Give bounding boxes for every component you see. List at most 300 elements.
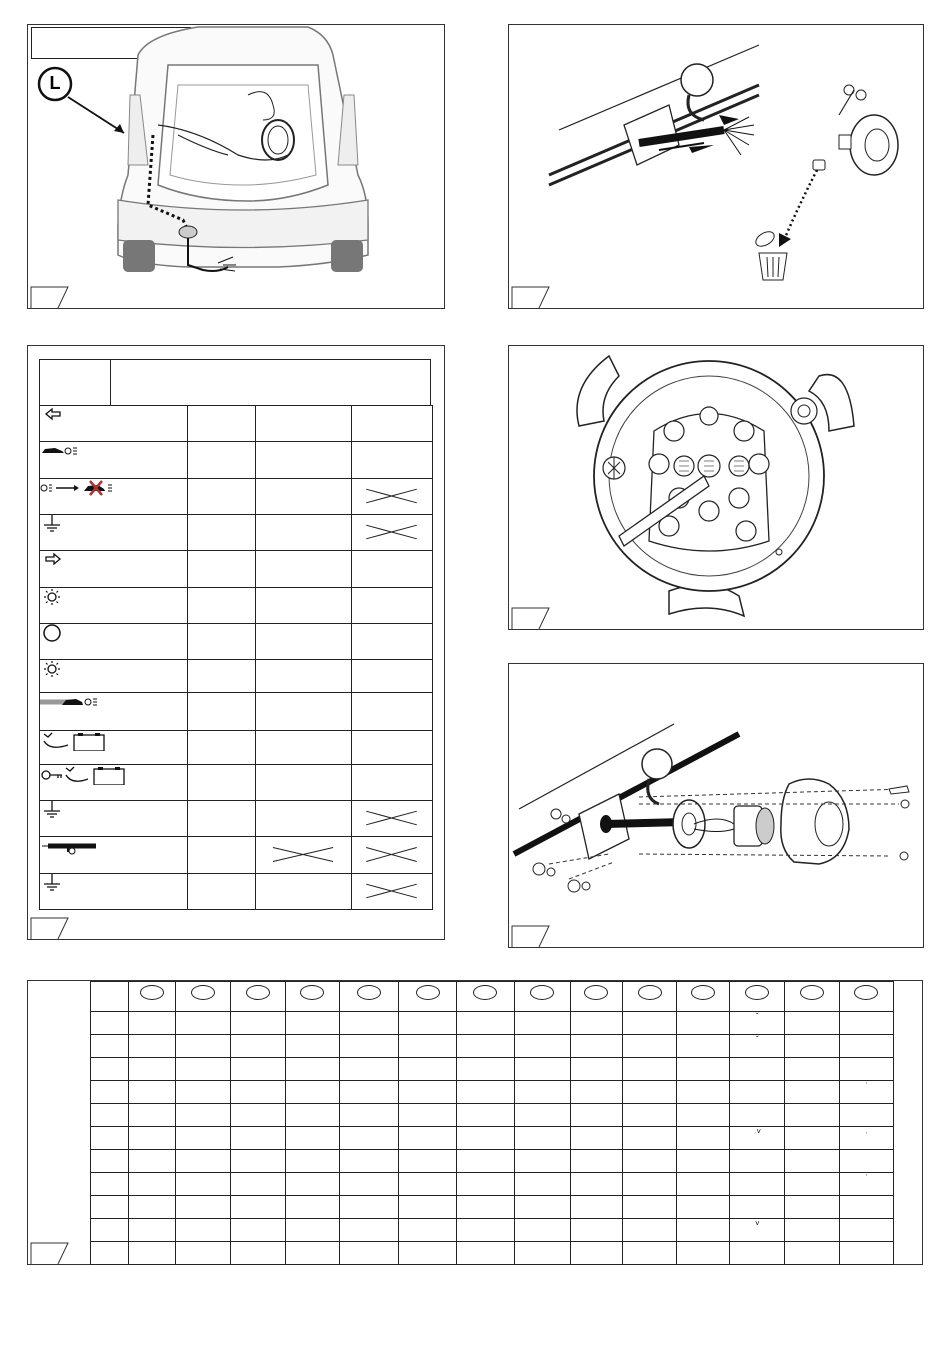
pin-table [39, 405, 433, 910]
grid-tick-mark: ˈ [865, 1081, 868, 1090]
grid-cell [622, 1081, 676, 1104]
pin-value-cell [256, 874, 352, 910]
grid-cell [785, 1219, 839, 1242]
cable-routing-illustration [509, 25, 925, 310]
pin-row [40, 693, 433, 731]
grid-cell [730, 1081, 785, 1104]
grid-cell [839, 1150, 893, 1173]
pin-value-cell [188, 406, 256, 442]
grid-header-row [91, 982, 894, 1012]
grid-cell [399, 1127, 457, 1150]
pin-value-cell [352, 801, 433, 837]
grid-cell [514, 1081, 570, 1104]
pin-value-cell [352, 693, 433, 731]
grid-cell [730, 1127, 785, 1150]
pin-value-cell [256, 479, 352, 515]
grid-cell [339, 1196, 398, 1219]
pin-assignment-panel [27, 345, 445, 940]
pin-value-cell [352, 660, 433, 693]
grid-cell [399, 1242, 457, 1265]
pin-value-cell [188, 874, 256, 910]
pin-table-header [39, 359, 431, 405]
grid-cell [514, 1196, 570, 1219]
pin-oval-icon [584, 985, 608, 1000]
pin-value-cell [352, 442, 433, 479]
pin-function-cell [40, 515, 188, 551]
pin-row [40, 442, 433, 479]
grid-header-cell [785, 982, 839, 1012]
pin-value-cell [352, 551, 433, 588]
grid-cell [839, 1127, 893, 1150]
grid-cell [677, 1242, 730, 1265]
grid-cell [785, 1150, 839, 1173]
grid-cell [91, 1104, 129, 1127]
pin-value-cell [256, 624, 352, 660]
grid-cell [176, 1081, 230, 1104]
cross-mark-icon [352, 874, 431, 908]
brake-light-icon [40, 588, 66, 608]
grid-cell [176, 1196, 230, 1219]
grid-cell [839, 1081, 893, 1104]
grid-cell [339, 1242, 398, 1265]
grid-row [91, 1150, 894, 1173]
pin-value-cell [352, 479, 433, 515]
pin-oval-icon [691, 985, 715, 1000]
grid-cell [129, 1150, 176, 1173]
grid-header-cell [230, 982, 285, 1012]
pin-value-cell [256, 731, 352, 765]
grid-cell [570, 1127, 622, 1150]
grid-cell [285, 1196, 339, 1219]
grid-cell [514, 1012, 570, 1035]
grid-cell [730, 1219, 785, 1242]
grid-cell [570, 1035, 622, 1058]
pin-value-cell [256, 442, 352, 479]
pin-oval-icon [140, 985, 164, 1000]
grid-cell [399, 1219, 457, 1242]
cross-mark-icon [352, 801, 431, 835]
grid-cell [677, 1081, 730, 1104]
grid-cell [514, 1219, 570, 1242]
grid-cell [285, 1035, 339, 1058]
socket-assembly-illustration [509, 664, 925, 949]
pin-value-cell [188, 693, 256, 731]
grid-cell [339, 1035, 398, 1058]
grid-cell [514, 1173, 570, 1196]
grid-cell [785, 1196, 839, 1219]
pin-value-cell [188, 515, 256, 551]
grid-cell [176, 1219, 230, 1242]
grid-row [91, 1012, 894, 1035]
pin-row [40, 406, 433, 442]
grid-cell [677, 1150, 730, 1173]
grid-cell [176, 1012, 230, 1035]
grid-cell [677, 1058, 730, 1081]
pin-function-cell [40, 693, 188, 731]
pin-value-cell [188, 479, 256, 515]
key-battery-icon [40, 765, 126, 785]
pin-value-cell [352, 515, 433, 551]
grid-cell [399, 1058, 457, 1081]
pin-oval-icon [416, 985, 440, 1000]
grid-cell [570, 1173, 622, 1196]
grid-cell [339, 1058, 398, 1081]
pin-value-cell [352, 624, 433, 660]
pin-row [40, 515, 433, 551]
grid-cell [230, 1012, 285, 1035]
pin-value-cell [188, 801, 256, 837]
pin-value-cell [188, 442, 256, 479]
grid-header-cell [339, 982, 398, 1012]
battery-permanent-icon [40, 731, 106, 751]
pin-row [40, 551, 433, 588]
grid-cell [570, 1242, 622, 1265]
grid-row [91, 1242, 894, 1265]
grid-cell [514, 1035, 570, 1058]
grid-cell [129, 1219, 176, 1242]
pin-value-cell [352, 874, 433, 910]
pin-row [40, 731, 433, 765]
grid-header-cell [457, 982, 514, 1012]
grid-cell [91, 1173, 129, 1196]
pin-function-cell [40, 588, 188, 624]
pin-row [40, 874, 433, 910]
grid-header-cell [677, 982, 730, 1012]
grid-cell [622, 1104, 676, 1127]
grid-cell [622, 1058, 676, 1081]
pin-oval-icon [357, 985, 381, 1000]
grid-cell [785, 1104, 839, 1127]
grid-cell [285, 1173, 339, 1196]
socket-front-panel [508, 345, 924, 630]
ground-icon [40, 874, 66, 894]
grid-cell [176, 1173, 230, 1196]
pin-value-cell [256, 406, 352, 442]
callout-letter: L [49, 73, 61, 93]
grid-cell [839, 1012, 893, 1035]
pin-oval-icon [638, 985, 662, 1000]
grid-cell [785, 1242, 839, 1265]
grid-tick-mark: ˒ [865, 1127, 868, 1136]
pin-value-cell [352, 765, 433, 801]
grid-cell [399, 1104, 457, 1127]
left-arrow-icon [40, 406, 66, 426]
grid-cell [91, 1196, 129, 1219]
grid-tick-mark: ˇ [756, 1035, 759, 1044]
pin-value-cell [256, 588, 352, 624]
grid-cell [129, 1035, 176, 1058]
grid-cell [677, 1035, 730, 1058]
grid-header-cell [622, 982, 676, 1012]
pin-value-cell [188, 588, 256, 624]
pin-value-cell [256, 515, 352, 551]
grid-cell [622, 1012, 676, 1035]
grid-cell [129, 1012, 176, 1035]
cross-mark-icon [352, 479, 431, 513]
grid-cell [622, 1127, 676, 1150]
grid-header-cell [399, 982, 457, 1012]
grid-cell [457, 1081, 514, 1104]
grid-cell [514, 1242, 570, 1265]
pin-value-cell [352, 588, 433, 624]
grid-cell [339, 1104, 398, 1127]
pin-row [40, 765, 433, 801]
pin-function-cell [40, 837, 188, 874]
car-side-light-icon [40, 442, 80, 462]
grid-cell [129, 1242, 176, 1265]
grid-row [91, 1058, 894, 1081]
grid-cell [176, 1035, 230, 1058]
grid-cell [176, 1127, 230, 1150]
grid-cell [785, 1058, 839, 1081]
grid-cell [457, 1196, 514, 1219]
grid-header-cell [285, 982, 339, 1012]
grid-header-cell [176, 982, 230, 1012]
grid-cell [230, 1219, 285, 1242]
grid-cell [570, 1012, 622, 1035]
grid-cell [230, 1081, 285, 1104]
grid-cell [514, 1058, 570, 1081]
pin-row [40, 660, 433, 693]
cross-mark-icon [352, 837, 431, 872]
pin-row [40, 624, 433, 660]
grid-cell [730, 1104, 785, 1127]
grid-cell [839, 1242, 893, 1265]
grid-cell [570, 1196, 622, 1219]
grid-cell [129, 1058, 176, 1081]
grid-cell [622, 1242, 676, 1265]
grid-row [91, 1173, 894, 1196]
grid-cell [285, 1104, 339, 1127]
pin-value-cell [256, 693, 352, 731]
pin-row [40, 801, 433, 837]
grid-cell [457, 1242, 514, 1265]
grid-cell [230, 1150, 285, 1173]
grid-cell [230, 1058, 285, 1081]
grid-cell [176, 1242, 230, 1265]
grid-cell [230, 1104, 285, 1127]
grid-cell [785, 1127, 839, 1150]
grid-cell [457, 1173, 514, 1196]
cross-mark-icon [256, 837, 350, 872]
grid-cell [399, 1035, 457, 1058]
grid-cell [677, 1104, 730, 1127]
grid-cell [622, 1150, 676, 1173]
grid-cell [129, 1104, 176, 1127]
pin-value-cell [256, 660, 352, 693]
grid-cell [285, 1058, 339, 1081]
pin-oval-icon [246, 985, 270, 1000]
grid-cell [677, 1173, 730, 1196]
grid-cell [176, 1058, 230, 1081]
circle-icon [40, 624, 66, 644]
grid-cell [399, 1173, 457, 1196]
pin-function-cell [40, 765, 188, 801]
grid-header-cell [514, 982, 570, 1012]
grid-cell [622, 1219, 676, 1242]
grid-cell [129, 1081, 176, 1104]
pin-value-cell [352, 731, 433, 765]
pin-value-cell [188, 765, 256, 801]
grid-cell [677, 1196, 730, 1219]
grid-cell [730, 1173, 785, 1196]
grid-cell [91, 1219, 129, 1242]
grid-cell [622, 1173, 676, 1196]
pin-function-cell [40, 442, 188, 479]
car-rear-panel [27, 24, 445, 309]
grid-cell [339, 1081, 398, 1104]
socket-assembly-panel [508, 663, 924, 948]
grid-tick-mark: ˈ [865, 1173, 868, 1182]
grid-cell [176, 1150, 230, 1173]
grid-cell [91, 1058, 129, 1081]
grid-cell [677, 1219, 730, 1242]
grid-cell [785, 1012, 839, 1035]
reverse-light-icon [40, 693, 100, 713]
grid-cell [399, 1150, 457, 1173]
grid-cell [622, 1196, 676, 1219]
grid-cell [730, 1150, 785, 1173]
grid-row [91, 1196, 894, 1219]
pin-value-cell [352, 406, 433, 442]
grid-cell [91, 1150, 129, 1173]
grid-cell [570, 1150, 622, 1173]
grid-row [91, 1035, 894, 1058]
grid-cell [570, 1219, 622, 1242]
brake-light-icon [40, 660, 66, 680]
grid-cell [677, 1012, 730, 1035]
trailer-detect-icon [40, 837, 98, 857]
pin-row [40, 479, 433, 515]
pin-value-cell [256, 551, 352, 588]
grid-header-cell [730, 982, 785, 1012]
pin-oval-icon [191, 985, 215, 1000]
ground-icon [40, 801, 66, 821]
cross-mark-icon [352, 515, 431, 549]
grid-cell [839, 1058, 893, 1081]
grid-row [91, 1219, 894, 1242]
grid-header-cell [570, 982, 622, 1012]
grid-header-cell [839, 982, 893, 1012]
grid-cell [730, 1058, 785, 1081]
pin-value-cell [352, 837, 433, 874]
grid-cell [570, 1058, 622, 1081]
pin-function-cell [40, 731, 188, 765]
grid-cell [339, 1127, 398, 1150]
pin-function-cell [40, 406, 188, 442]
pin-value-cell [256, 837, 352, 874]
grid-cell [457, 1219, 514, 1242]
grid-cell [285, 1012, 339, 1035]
grid-cell [514, 1150, 570, 1173]
grid-cell [457, 1127, 514, 1150]
pin-row [40, 588, 433, 624]
grid-cell [570, 1104, 622, 1127]
grid-cell [514, 1104, 570, 1127]
grid-cell [457, 1058, 514, 1081]
grid-cell [129, 1173, 176, 1196]
grid-cell [785, 1173, 839, 1196]
pin-function-cell [40, 801, 188, 837]
grid-cell [839, 1219, 893, 1242]
pin-value-cell [188, 624, 256, 660]
grid-cell [839, 1035, 893, 1058]
grid-row [91, 1127, 894, 1150]
grid-cell [285, 1219, 339, 1242]
grid-cell [399, 1081, 457, 1104]
pin-oval-icon [530, 985, 554, 1000]
grid-cell [339, 1012, 398, 1035]
grid-cell [91, 1035, 129, 1058]
grid-cell [285, 1242, 339, 1265]
grid-cell [457, 1035, 514, 1058]
ground-icon [40, 515, 66, 535]
pin-oval-icon [745, 985, 769, 1000]
wiring-grid-table [90, 981, 894, 1265]
grid-cell [570, 1081, 622, 1104]
grid-cell [91, 1127, 129, 1150]
grid-cell [785, 1081, 839, 1104]
grid-cell [730, 1012, 785, 1035]
grid-cell [399, 1012, 457, 1035]
grid-tick-mark: ˒˅ [753, 1127, 762, 1136]
grid-cell [839, 1196, 893, 1219]
pin-row [40, 837, 433, 874]
grid-cell [230, 1035, 285, 1058]
pin-value-cell [188, 837, 256, 874]
pin-value-cell [188, 551, 256, 588]
grid-cell [91, 1012, 129, 1035]
grid-row [91, 1104, 894, 1127]
grid-cell [230, 1127, 285, 1150]
grid-cell [91, 1081, 129, 1104]
grid-cell [285, 1150, 339, 1173]
grid-cell [176, 1104, 230, 1127]
grid-cell [457, 1012, 514, 1035]
grid-cell [230, 1196, 285, 1219]
grid-cell [730, 1196, 785, 1219]
wiring-grid-panel [27, 980, 923, 1265]
grid-cell [677, 1127, 730, 1150]
pin-function-cell [40, 479, 188, 515]
grid-cell [399, 1196, 457, 1219]
cable-routing-panel [508, 24, 924, 309]
grid-cell [785, 1035, 839, 1058]
pin-function-cell [40, 551, 188, 588]
grid-row [91, 1081, 894, 1104]
grid-cell [839, 1173, 893, 1196]
pin-value-cell [188, 731, 256, 765]
grid-cell [339, 1219, 398, 1242]
grid-header-cell [91, 982, 129, 1012]
grid-tick-mark: ˅ [755, 1219, 760, 1228]
pin-function-cell [40, 660, 188, 693]
pin-oval-icon [473, 985, 497, 1000]
pin-value-cell [188, 660, 256, 693]
right-arrow-icon [40, 551, 66, 571]
pin-value-cell [256, 801, 352, 837]
pin-oval-icon [300, 985, 324, 1000]
grid-cell [339, 1150, 398, 1173]
grid-cell [91, 1242, 129, 1265]
socket-front-illustration [509, 346, 925, 631]
grid-cell [839, 1104, 893, 1127]
grid-header-cell [129, 982, 176, 1012]
grid-cell [129, 1127, 176, 1150]
pin-oval-icon [800, 985, 824, 1000]
car-rear-illustration [28, 25, 446, 310]
grid-cell [730, 1242, 785, 1265]
